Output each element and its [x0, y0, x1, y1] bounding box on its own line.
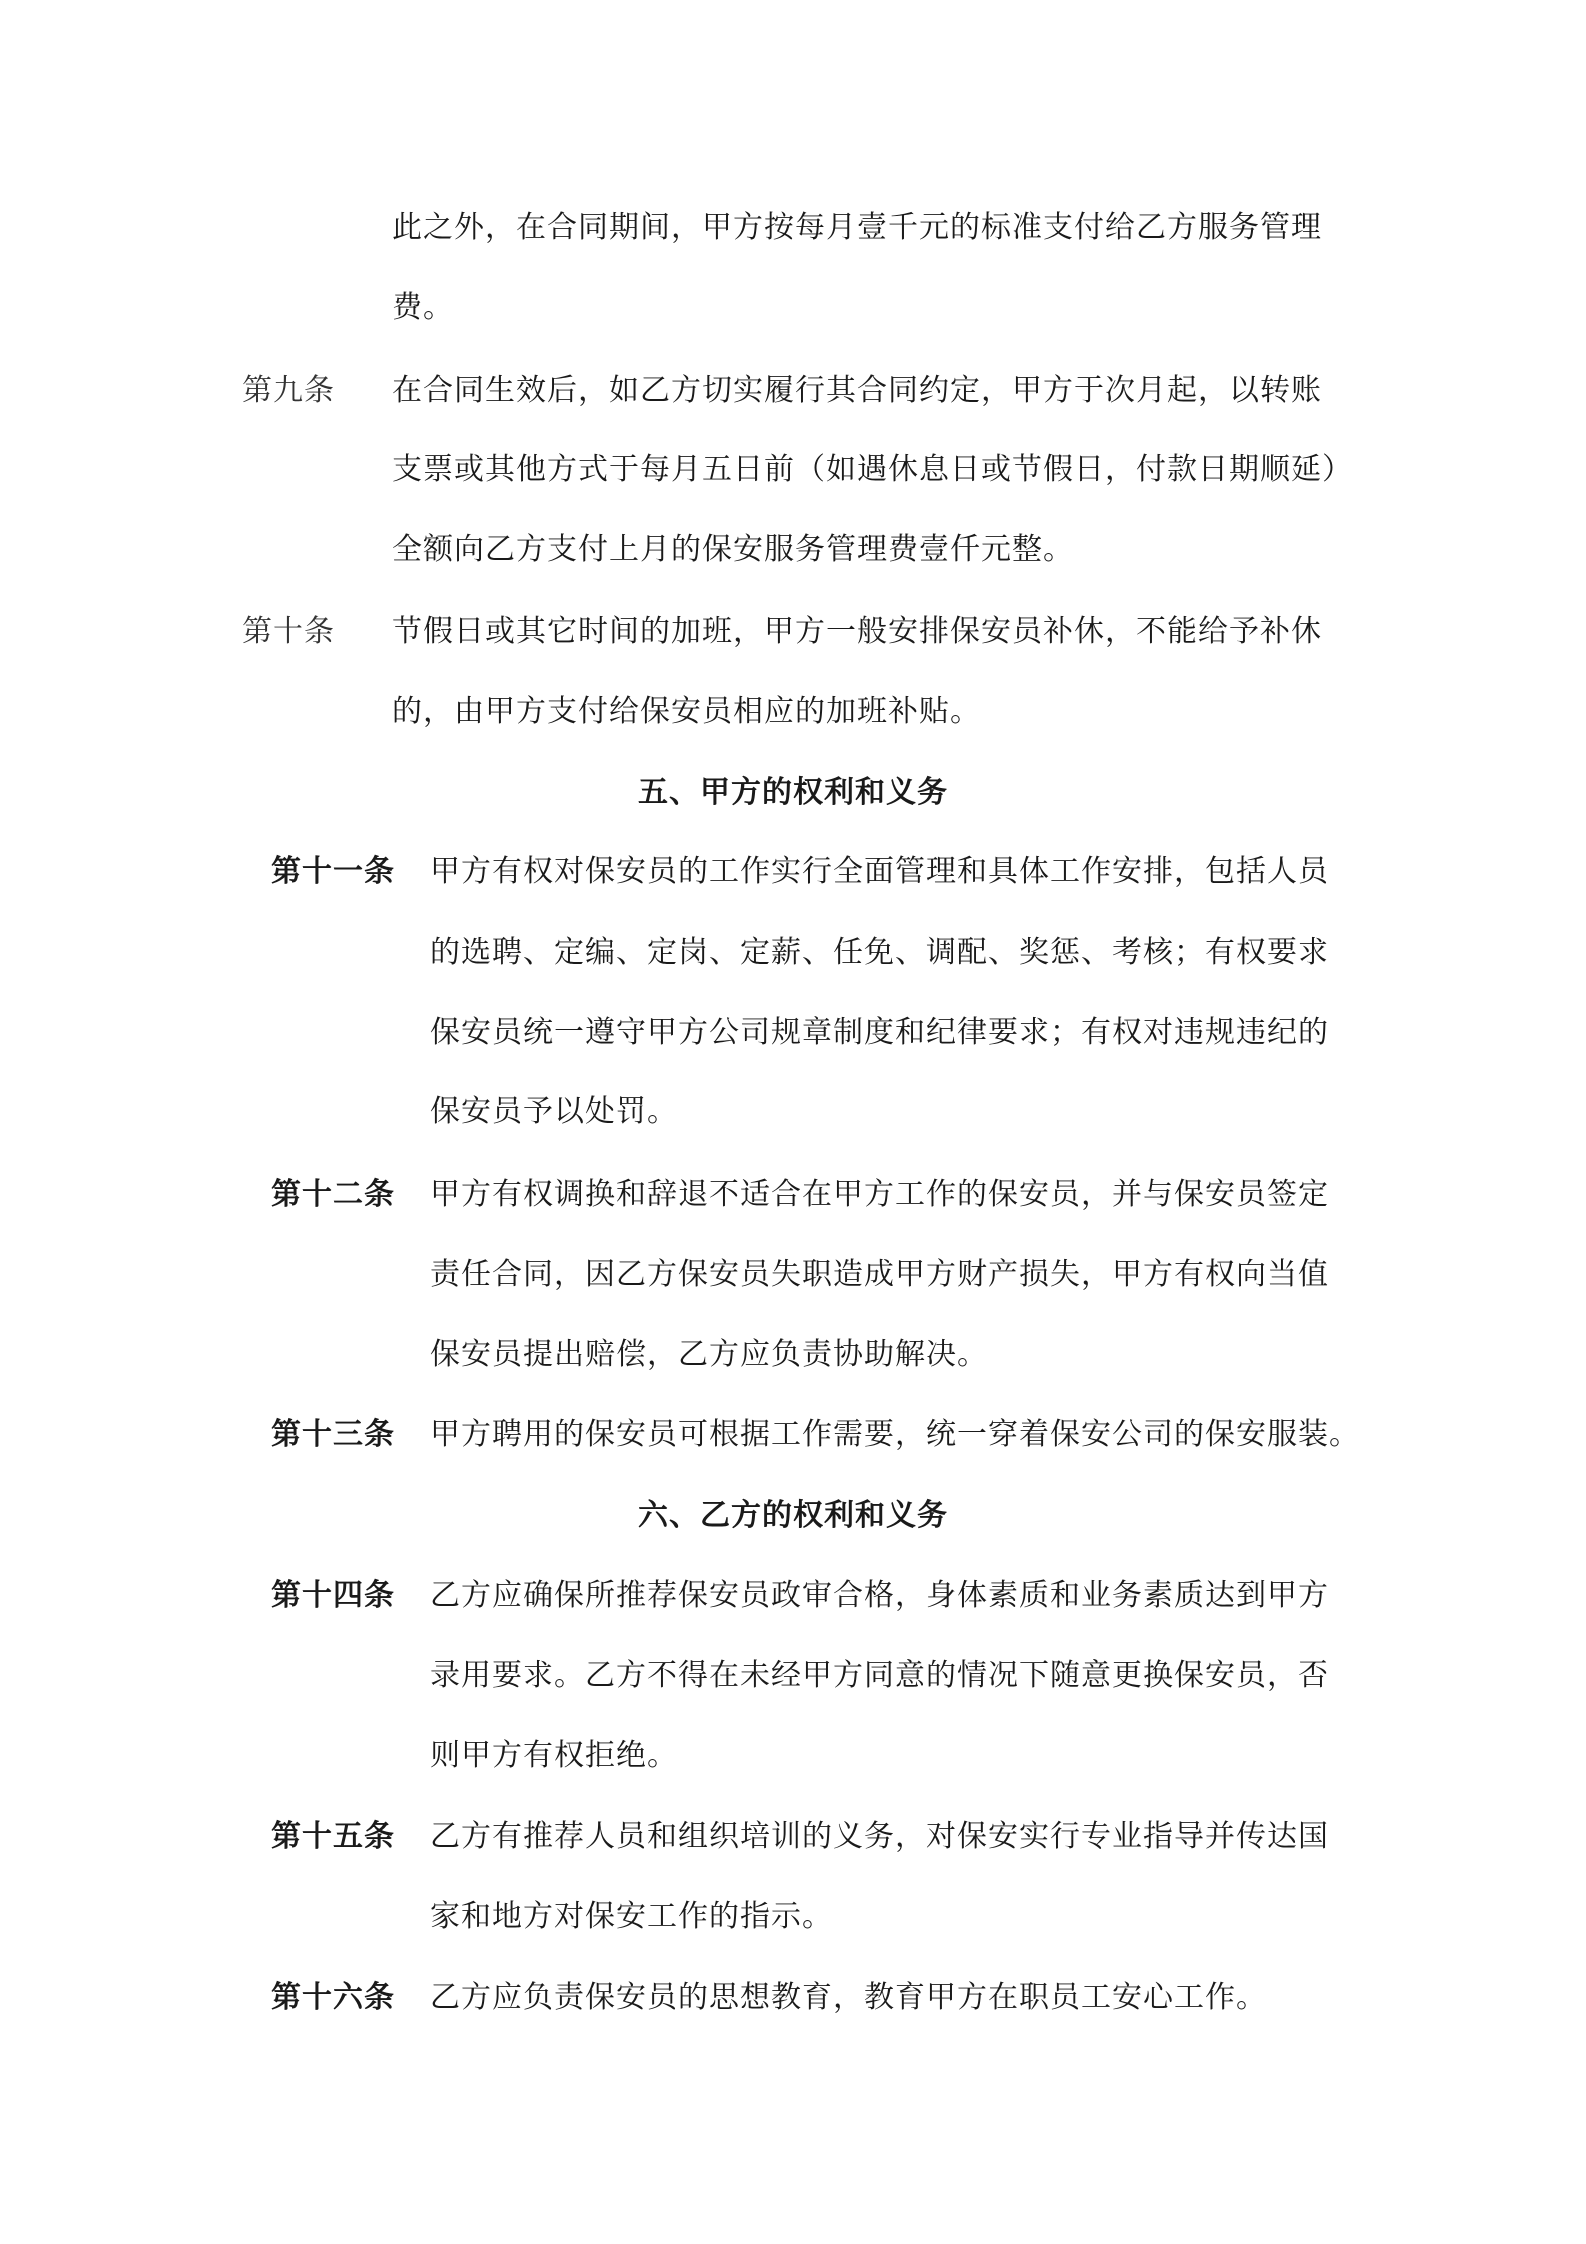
paragraph-line: 费。	[392, 290, 454, 325]
section-heading: 六、乙方的权利和义务	[638, 1498, 948, 1533]
paragraph-line: 则甲方有权拒绝。	[430, 1738, 678, 1773]
paragraph-line: 支票或其他方式于每月五日前（如遇休息日或节假日，付款日期顺延）	[392, 452, 1353, 487]
article-number: 第十四条	[271, 1578, 395, 1613]
paragraph-line: 责任合同，因乙方保安员失职造成甲方财产损失，甲方有权向当值	[430, 1257, 1329, 1292]
paragraph-line: 甲方有权调换和辞退不适合在甲方工作的保安员，并与保安员签定	[430, 1177, 1329, 1212]
article-number: 第十一条	[271, 854, 395, 889]
article-number: 第十条	[242, 614, 335, 649]
paragraph-line: 保安员予以处罚。	[430, 1094, 678, 1129]
article-number: 第十六条	[271, 1980, 395, 2015]
paragraph-line: 乙方应确保所推荐保安员政审合格，身体素质和业务素质达到甲方	[430, 1578, 1329, 1613]
paragraph-line: 全额向乙方支付上月的保安服务管理费壹仟元整。	[392, 532, 1074, 567]
paragraph-line: 节假日或其它时间的加班，甲方一般安排保安员补休，不能给予补休	[392, 614, 1322, 649]
paragraph-line: 甲方有权对保安员的工作实行全面管理和具体工作安排，包括人员	[430, 854, 1329, 889]
paragraph-line: 乙方有推荐人员和组织培训的义务，对保安实行专业指导并传达国	[430, 1819, 1329, 1854]
paragraph-line: 的，由甲方支付给保安员相应的加班补贴。	[392, 694, 981, 729]
paragraph-line: 在合同生效后，如乙方切实履行其合同约定，甲方于次月起，以转账	[392, 373, 1322, 408]
paragraph-line: 录用要求。乙方不得在未经甲方同意的情况下随意更换保安员，否	[430, 1658, 1329, 1693]
paragraph-line: 保安员统一遵守甲方公司规章制度和纪律要求；有权对违规违纪的	[430, 1015, 1329, 1050]
article-number: 第十三条	[271, 1417, 395, 1452]
paragraph-line: 乙方应负责保安员的思想教育，教育甲方在职员工安心工作。	[430, 1980, 1267, 2015]
paragraph-line: 甲方聘用的保安员可根据工作需要，统一穿着保安公司的保安服装。	[430, 1417, 1360, 1452]
article-number: 第十五条	[271, 1819, 395, 1854]
paragraph-line: 保安员提出赔偿，乙方应负责协助解决。	[430, 1337, 988, 1372]
article-number: 第十二条	[271, 1177, 395, 1212]
article-number: 第九条	[242, 373, 335, 408]
paragraph-line: 的选聘、定编、定岗、定薪、任免、调配、奖惩、考核；有权要求	[430, 935, 1329, 970]
paragraph-line: 此之外，在合同期间，甲方按每月壹千元的标准支付给乙方服务管理	[392, 210, 1322, 245]
section-heading: 五、甲方的权利和义务	[638, 775, 948, 810]
paragraph-line: 家和地方对保安工作的指示。	[430, 1899, 833, 1934]
